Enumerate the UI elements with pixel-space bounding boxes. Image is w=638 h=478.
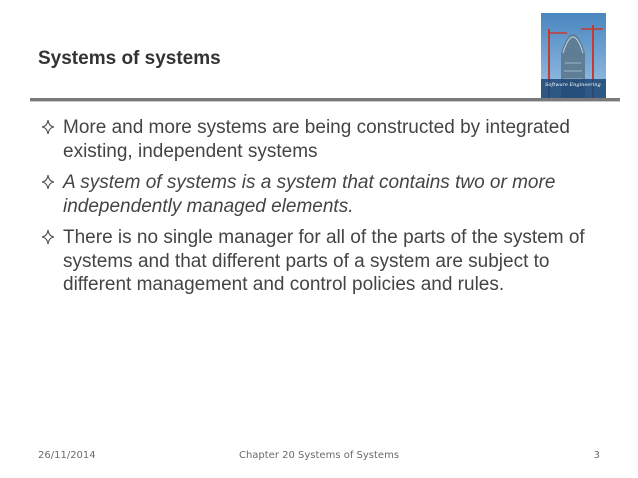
page-number: 3 bbox=[593, 450, 600, 461]
bullet-text: There is no single manager for all of the parts of the system of systems and that different parts of a system are subject to different management and control policies and rules. bbox=[63, 227, 585, 295]
bullet-item bbox=[40, 226, 610, 297]
bullet-item bbox=[40, 116, 610, 163]
footer-date: 26/11/2014 bbox=[38, 450, 96, 461]
bullet-item bbox=[40, 171, 610, 218]
bullet-list bbox=[40, 116, 610, 305]
four-point-star-icon bbox=[40, 118, 56, 136]
four-point-star-icon bbox=[40, 173, 56, 191]
title-divider bbox=[30, 98, 620, 102]
bullet-text: More and more systems are being constructed by integrated existing, independent systems bbox=[63, 117, 570, 162]
bullet-text: A system of systems is a system that contains two or more independently managed elements. bbox=[63, 172, 556, 217]
footer-chapter: Chapter 20 Systems of Systems bbox=[238, 450, 400, 461]
cover-title: Software Engineering bbox=[545, 82, 601, 88]
four-point-star-icon bbox=[40, 228, 56, 246]
book-cover-image bbox=[541, 13, 606, 99]
slide-title: Systems of systems bbox=[38, 48, 221, 69]
